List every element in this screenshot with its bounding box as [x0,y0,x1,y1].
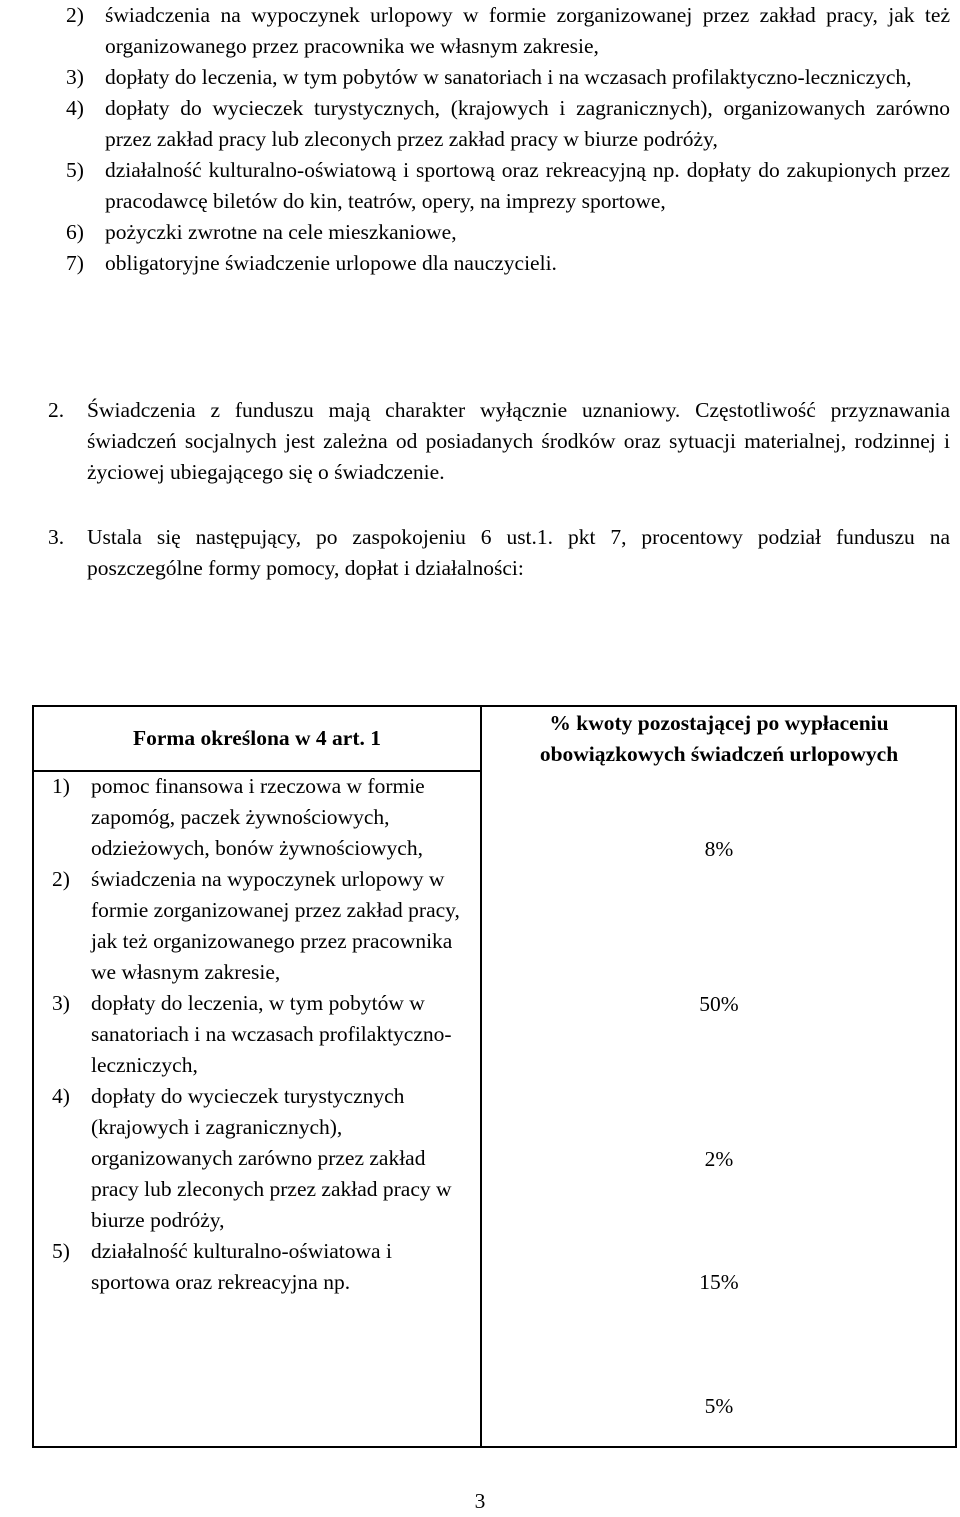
table-row-percent: 2% [704,1147,734,1171]
paragraph-number: 3. [48,525,65,549]
page-number: 3 [474,1489,486,1513]
paragraph-text: Ustala się następujący, po zaspokojeniu 6 ust.1. pkt 7, procentowy podział funduszu na poszczególne formy pomocy, dopłat i działalności: [87,525,950,580]
list-item [66,155,950,217]
paragraph-number: 2. [48,398,65,422]
table-row-number: 4) [52,1084,70,1108]
table-row-percent: 50% [699,992,739,1016]
table-row [52,1081,472,1236]
table-column-divider [480,707,482,1446]
list-item-number: 6) [66,220,84,244]
table-row-text: działalność kulturalno-oświatowa i sportowa oraz rekreacyjna np. [91,1239,392,1294]
list-item [66,62,950,93]
paragraph-2 [48,395,950,488]
table-header-percent: % kwoty pozostającej po wypłaceniu obowiązkowych świadczeń urlopowych [539,711,899,766]
table-row [52,1236,472,1298]
list-item-number: 4) [66,96,84,120]
list-item [66,93,950,155]
table-row-text: świadczenia na wypoczynek urlopowy w formie zorganizowanej przez zakład pracy, jak też organizowanego przez pracownika we własnym zakresie, [91,867,460,984]
list-item-text: świadczenia na wypoczynek urlopowy w formie zorganizowanej przez zakład pracy, jak też organizowanego przez pracownika we własnym zakresie, [105,3,950,58]
paragraph-3 [48,522,950,584]
table-row [52,771,472,864]
list-item [66,217,950,248]
list-item-number: 3) [66,65,84,89]
table-row-percent: 5% [704,1394,734,1418]
list-item-text: działalność kulturalno-oświatową i sportową oraz rekreacyjną np. dopłaty do zakupionych przez pracodawcę biletów do kin, teatrów, opery, na imprezy sportowe, [105,158,950,213]
table-row-text: dopłaty do wycieczek turystycznych (krajowych i zagranicznych), organizowanych zarówno przez zakład pracy lub zleconych przez zakład pracy w biurze podróży, [91,1084,452,1232]
list-item-text: dopłaty do leczenia, w tym pobytów w sanatoriach i na wczasach profilaktyczno-leczniczych, [105,65,912,89]
list-item [66,248,950,279]
table-form-list [52,771,472,1298]
paragraph-text: Świadczenia z funduszu mają charakter wyłącznie uznaniowy. Częstotliwość przyznawania świadczeń socjalnych jest zależna od posiadanych środków oraz sytuacji materialnej, rodzinnej i życiowej ubiegającego się o świadczenie. [87,398,950,484]
table-row-number: 5) [52,1239,70,1263]
list-item [66,0,950,62]
list-item-text: obligatoryjne świadczenie urlopowe dla nauczycieli. [105,251,557,275]
table-row-text: pomoc finansowa i rzeczowa w formie zapomóg, paczek żywnościowych, odzieżowych, bonów żywnościowych, [91,774,425,860]
list-item-number: 5) [66,158,84,182]
allocation-table [32,705,957,1448]
list-item-text: pożyczki zwrotne na cele mieszkaniowe, [105,220,457,244]
table-row-number: 3) [52,991,70,1015]
table-row [52,864,472,988]
table-row-percent: 8% [704,837,734,861]
table-row-text: dopłaty do leczenia, w tym pobytów w sanatoriach i na wczasach profilaktyczno-leczniczych, [91,991,452,1077]
table-header-form: Forma określona w 4 art. 1 [132,726,382,750]
table-row-percent: 15% [699,1270,739,1294]
benefits-list [66,0,950,279]
table-row-number: 1) [52,774,70,798]
table-row [52,988,472,1081]
list-item-text: dopłaty do wycieczek turystycznych, (krajowych i zagranicznych), organizowanych zarówno przez zakład pracy lub zleconych przez zakład pracy w biurze podróży, [105,96,950,151]
table-row-number: 2) [52,867,70,891]
list-item-number: 2) [66,3,84,27]
list-item-number: 7) [66,251,84,275]
